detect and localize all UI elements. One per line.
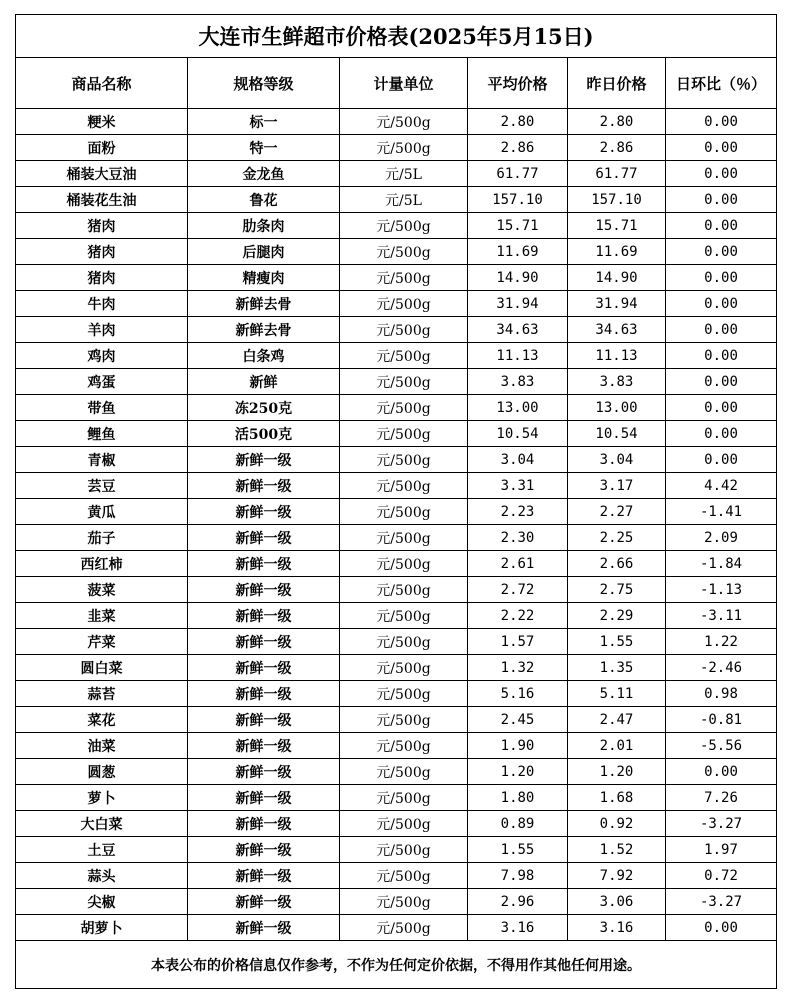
cell-unit: 元/500g (340, 707, 468, 733)
cell-spec: 特一 (188, 135, 340, 161)
footnote-row (16, 941, 777, 989)
cell-daily-change: 0.00 (666, 343, 777, 369)
cell-unit: 元/500g (340, 395, 468, 421)
table-row (16, 733, 777, 759)
cell-daily-change: 0.00 (666, 135, 777, 161)
cell-daily-change: 4.42 (666, 473, 777, 499)
price-sheet (15, 14, 776, 989)
cell-daily-change: -1.41 (666, 499, 777, 525)
footnote: 本表公布的价格信息仅作参考，不作为任何定价依据，不得用作其他任何用途。 (16, 941, 777, 989)
cell-avg-price: 5.16 (468, 681, 568, 707)
cell-avg-price: 61.77 (468, 161, 568, 187)
cell-product-name: 芹菜 (16, 629, 188, 655)
cell-unit: 元/500g (340, 629, 468, 655)
cell-avg-price: 2.30 (468, 525, 568, 551)
cell-avg-price: 1.90 (468, 733, 568, 759)
cell-product-name: 带鱼 (16, 395, 188, 421)
cell-daily-change: -1.13 (666, 577, 777, 603)
cell-unit: 元/500g (340, 317, 468, 343)
cell-unit: 元/500g (340, 291, 468, 317)
cell-daily-change: -3.11 (666, 603, 777, 629)
column-header-name: 商品名称 (16, 58, 188, 109)
table-row (16, 109, 777, 135)
cell-product-name: 蒜苔 (16, 681, 188, 707)
cell-spec: 精瘦肉 (188, 265, 340, 291)
cell-avg-price: 2.80 (468, 109, 568, 135)
cell-daily-change: 0.00 (666, 369, 777, 395)
cell-yesterday-price: 1.68 (568, 785, 666, 811)
cell-yesterday-price: 3.06 (568, 889, 666, 915)
cell-product-name: 菠菜 (16, 577, 188, 603)
cell-daily-change: 0.00 (666, 265, 777, 291)
cell-daily-change: -1.84 (666, 551, 777, 577)
cell-product-name: 桶装大豆油 (16, 161, 188, 187)
table-row (16, 629, 777, 655)
cell-daily-change: 0.00 (666, 291, 777, 317)
table-row (16, 343, 777, 369)
cell-unit: 元/500g (340, 109, 468, 135)
cell-yesterday-price: 3.17 (568, 473, 666, 499)
cell-yesterday-price: 0.92 (568, 811, 666, 837)
table-row (16, 291, 777, 317)
cell-unit: 元/500g (340, 213, 468, 239)
cell-spec: 标一 (188, 109, 340, 135)
cell-unit: 元/5L (340, 161, 468, 187)
cell-product-name: 菜花 (16, 707, 188, 733)
cell-avg-price: 157.10 (468, 187, 568, 213)
cell-unit: 元/500g (340, 473, 468, 499)
table-row (16, 317, 777, 343)
cell-spec: 新鲜一级 (188, 681, 340, 707)
cell-unit: 元/500g (340, 265, 468, 291)
cell-unit: 元/500g (340, 733, 468, 759)
cell-avg-price: 1.20 (468, 759, 568, 785)
cell-product-name: 土豆 (16, 837, 188, 863)
cell-yesterday-price: 2.66 (568, 551, 666, 577)
price-table (15, 14, 777, 989)
cell-avg-price: 1.80 (468, 785, 568, 811)
cell-spec: 新鲜一级 (188, 707, 340, 733)
cell-product-name: 韭菜 (16, 603, 188, 629)
cell-yesterday-price: 11.13 (568, 343, 666, 369)
cell-yesterday-price: 34.63 (568, 317, 666, 343)
cell-spec: 新鲜一级 (188, 733, 340, 759)
cell-daily-change: 1.22 (666, 629, 777, 655)
cell-yesterday-price: 1.52 (568, 837, 666, 863)
cell-yesterday-price: 1.20 (568, 759, 666, 785)
cell-spec: 新鲜一级 (188, 447, 340, 473)
cell-spec: 肋条肉 (188, 213, 340, 239)
cell-avg-price: 1.55 (468, 837, 568, 863)
cell-product-name: 蒜头 (16, 863, 188, 889)
cell-spec: 新鲜一级 (188, 525, 340, 551)
cell-yesterday-price: 2.29 (568, 603, 666, 629)
cell-unit: 元/500g (340, 603, 468, 629)
cell-spec: 新鲜去骨 (188, 317, 340, 343)
cell-spec: 新鲜一级 (188, 759, 340, 785)
cell-yesterday-price: 3.83 (568, 369, 666, 395)
cell-yesterday-price: 1.35 (568, 655, 666, 681)
cell-avg-price: 3.31 (468, 473, 568, 499)
cell-daily-change: 0.00 (666, 421, 777, 447)
cell-avg-price: 2.23 (468, 499, 568, 525)
cell-yesterday-price: 10.54 (568, 421, 666, 447)
cell-yesterday-price: 5.11 (568, 681, 666, 707)
cell-avg-price: 1.57 (468, 629, 568, 655)
cell-spec: 金龙鱼 (188, 161, 340, 187)
column-header-spec: 规格等级 (188, 58, 340, 109)
cell-daily-change: 7.26 (666, 785, 777, 811)
table-row (16, 681, 777, 707)
cell-unit: 元/500g (340, 499, 468, 525)
cell-spec: 后腿肉 (188, 239, 340, 265)
cell-daily-change: -2.46 (666, 655, 777, 681)
cell-yesterday-price: 14.90 (568, 265, 666, 291)
cell-yesterday-price: 2.47 (568, 707, 666, 733)
cell-product-name: 西红柿 (16, 551, 188, 577)
cell-spec: 新鲜一级 (188, 655, 340, 681)
table-row (16, 395, 777, 421)
cell-unit: 元/500g (340, 863, 468, 889)
cell-yesterday-price: 2.25 (568, 525, 666, 551)
cell-yesterday-price: 2.27 (568, 499, 666, 525)
cell-avg-price: 11.13 (468, 343, 568, 369)
cell-product-name: 鸡蛋 (16, 369, 188, 395)
cell-daily-change: 0.00 (666, 161, 777, 187)
cell-yesterday-price: 2.80 (568, 109, 666, 135)
table-row (16, 603, 777, 629)
table-row (16, 811, 777, 837)
cell-avg-price: 3.04 (468, 447, 568, 473)
cell-spec: 新鲜一级 (188, 889, 340, 915)
cell-product-name: 青椒 (16, 447, 188, 473)
cell-unit: 元/500g (340, 915, 468, 941)
column-header-unit: 计量单位 (340, 58, 468, 109)
cell-spec: 鲁花 (188, 187, 340, 213)
cell-product-name: 猪肉 (16, 265, 188, 291)
cell-product-name: 粳米 (16, 109, 188, 135)
cell-spec: 新鲜一级 (188, 499, 340, 525)
cell-product-name: 桶装花生油 (16, 187, 188, 213)
cell-avg-price: 7.98 (468, 863, 568, 889)
cell-avg-price: 3.16 (468, 915, 568, 941)
cell-daily-change: -3.27 (666, 811, 777, 837)
cell-spec: 新鲜去骨 (188, 291, 340, 317)
table-row (16, 473, 777, 499)
cell-unit: 元/500g (340, 135, 468, 161)
cell-product-name: 猪肉 (16, 213, 188, 239)
cell-daily-change: 0.00 (666, 109, 777, 135)
cell-spec: 新鲜一级 (188, 811, 340, 837)
cell-avg-price: 14.90 (468, 265, 568, 291)
cell-product-name: 尖椒 (16, 889, 188, 915)
cell-spec: 新鲜一级 (188, 837, 340, 863)
cell-avg-price: 13.00 (468, 395, 568, 421)
cell-yesterday-price: 7.92 (568, 863, 666, 889)
cell-avg-price: 31.94 (468, 291, 568, 317)
cell-daily-change: 0.00 (666, 317, 777, 343)
cell-product-name: 胡萝卜 (16, 915, 188, 941)
page-title: 大连市生鲜超市价格表(2025年5月15日) (16, 15, 777, 58)
cell-product-name: 面粉 (16, 135, 188, 161)
cell-daily-change: 0.72 (666, 863, 777, 889)
cell-unit: 元/500g (340, 525, 468, 551)
cell-spec: 活500克 (188, 421, 340, 447)
cell-yesterday-price: 13.00 (568, 395, 666, 421)
cell-daily-change: 0.00 (666, 239, 777, 265)
cell-yesterday-price: 157.10 (568, 187, 666, 213)
cell-unit: 元/500g (340, 369, 468, 395)
cell-avg-price: 2.86 (468, 135, 568, 161)
cell-unit: 元/500g (340, 759, 468, 785)
cell-unit: 元/500g (340, 655, 468, 681)
cell-product-name: 圆白菜 (16, 655, 188, 681)
cell-daily-change: 0.00 (666, 759, 777, 785)
cell-avg-price: 2.45 (468, 707, 568, 733)
cell-yesterday-price: 11.69 (568, 239, 666, 265)
cell-avg-price: 34.63 (468, 317, 568, 343)
table-row (16, 837, 777, 863)
cell-spec: 新鲜一级 (188, 577, 340, 603)
table-row (16, 785, 777, 811)
table-row (16, 135, 777, 161)
table-row (16, 525, 777, 551)
cell-product-name: 鸡肉 (16, 343, 188, 369)
cell-product-name: 大白菜 (16, 811, 188, 837)
title-row (16, 15, 777, 58)
cell-unit: 元/500g (340, 447, 468, 473)
cell-spec: 新鲜一级 (188, 629, 340, 655)
cell-product-name: 羊肉 (16, 317, 188, 343)
cell-product-name: 圆葱 (16, 759, 188, 785)
table-row (16, 577, 777, 603)
cell-daily-change: 1.97 (666, 837, 777, 863)
cell-unit: 元/500g (340, 889, 468, 915)
cell-spec: 冻250克 (188, 395, 340, 421)
table-row (16, 369, 777, 395)
table-row (16, 707, 777, 733)
cell-yesterday-price: 2.75 (568, 577, 666, 603)
table-row (16, 655, 777, 681)
cell-spec: 白条鸡 (188, 343, 340, 369)
table-row (16, 759, 777, 785)
cell-spec: 新鲜一级 (188, 785, 340, 811)
cell-daily-change: 0.00 (666, 213, 777, 239)
cell-yesterday-price: 15.71 (568, 213, 666, 239)
cell-avg-price: 10.54 (468, 421, 568, 447)
cell-product-name: 芸豆 (16, 473, 188, 499)
cell-spec: 新鲜 (188, 369, 340, 395)
table-row (16, 889, 777, 915)
table-row (16, 161, 777, 187)
cell-unit: 元/500g (340, 421, 468, 447)
cell-daily-change: -5.56 (666, 733, 777, 759)
cell-avg-price: 1.32 (468, 655, 568, 681)
cell-yesterday-price: 3.04 (568, 447, 666, 473)
cell-unit: 元/500g (340, 837, 468, 863)
table-row (16, 213, 777, 239)
table-row (16, 265, 777, 291)
cell-daily-change: 0.00 (666, 395, 777, 421)
table-row (16, 447, 777, 473)
table-row (16, 187, 777, 213)
column-header-daily-change: 日环比（％） (666, 58, 777, 109)
cell-product-name: 牛肉 (16, 291, 188, 317)
cell-avg-price: 2.22 (468, 603, 568, 629)
table-row (16, 915, 777, 941)
cell-avg-price: 2.61 (468, 551, 568, 577)
cell-product-name: 油菜 (16, 733, 188, 759)
cell-daily-change: 0.00 (666, 187, 777, 213)
table-row (16, 421, 777, 447)
cell-product-name: 鲤鱼 (16, 421, 188, 447)
cell-yesterday-price: 61.77 (568, 161, 666, 187)
cell-yesterday-price: 2.01 (568, 733, 666, 759)
cell-daily-change: 0.00 (666, 915, 777, 941)
cell-avg-price: 15.71 (468, 213, 568, 239)
cell-yesterday-price: 2.86 (568, 135, 666, 161)
cell-spec: 新鲜一级 (188, 863, 340, 889)
cell-yesterday-price: 1.55 (568, 629, 666, 655)
cell-daily-change: 2.09 (666, 525, 777, 551)
cell-avg-price: 2.72 (468, 577, 568, 603)
cell-daily-change: -0.81 (666, 707, 777, 733)
column-header-avg-price: 平均价格 (468, 58, 568, 109)
cell-daily-change: 0.98 (666, 681, 777, 707)
table-row (16, 551, 777, 577)
table-row (16, 863, 777, 889)
cell-product-name: 猪肉 (16, 239, 188, 265)
cell-spec: 新鲜一级 (188, 915, 340, 941)
cell-unit: 元/500g (340, 681, 468, 707)
cell-product-name: 茄子 (16, 525, 188, 551)
cell-avg-price: 3.83 (468, 369, 568, 395)
table-row (16, 499, 777, 525)
cell-unit: 元/500g (340, 785, 468, 811)
cell-avg-price: 0.89 (468, 811, 568, 837)
cell-unit: 元/5L (340, 187, 468, 213)
cell-spec: 新鲜一级 (188, 473, 340, 499)
cell-unit: 元/500g (340, 577, 468, 603)
cell-spec: 新鲜一级 (188, 603, 340, 629)
cell-unit: 元/500g (340, 239, 468, 265)
cell-daily-change: 0.00 (666, 447, 777, 473)
cell-unit: 元/500g (340, 551, 468, 577)
cell-unit: 元/500g (340, 811, 468, 837)
cell-product-name: 黄瓜 (16, 499, 188, 525)
column-header-yesterday-price: 昨日价格 (568, 58, 666, 109)
cell-yesterday-price: 3.16 (568, 915, 666, 941)
cell-daily-change: -3.27 (666, 889, 777, 915)
table-row (16, 239, 777, 265)
cell-unit: 元/500g (340, 343, 468, 369)
header-row (16, 58, 777, 109)
cell-yesterday-price: 31.94 (568, 291, 666, 317)
cell-avg-price: 11.69 (468, 239, 568, 265)
cell-spec: 新鲜一级 (188, 551, 340, 577)
cell-product-name: 萝卜 (16, 785, 188, 811)
cell-avg-price: 2.96 (468, 889, 568, 915)
